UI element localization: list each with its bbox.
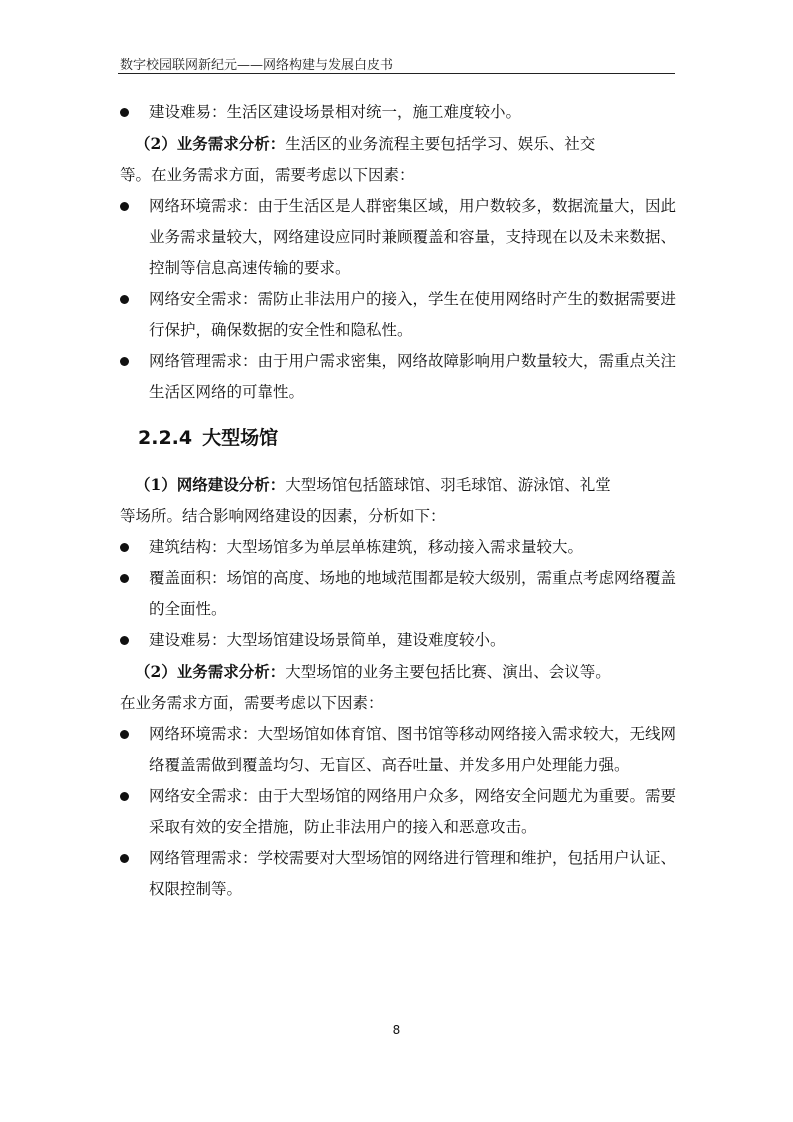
list-item-text: 网络管理需求：学校需要对大型场馆的网络进行管理和维护，包括用户认证、权限控制等。 bbox=[149, 849, 677, 898]
bullet-icon bbox=[120, 792, 129, 801]
header-divider bbox=[118, 73, 675, 74]
paragraph-continuation: 在业务需求方面，需要考虑以下因素： bbox=[120, 694, 384, 712]
section-number: 2.2.4 bbox=[138, 427, 193, 449]
list-item bbox=[120, 625, 676, 656]
list-item-text: 网络安全需求：由于大型场馆的网络用户众多，网络安全问题尤为重要。需要采取有效的安全措施，防止非法用户的接入和恶意攻击。 bbox=[149, 787, 677, 836]
list-item bbox=[120, 532, 676, 563]
list-item-text: 网络环境需求：大型场馆如体育馆、图书馆等移动网络接入需求较大，无线网络覆盖需做到覆盖均匀、无盲区、高吞吐量、并发多用户处理能力强。 bbox=[149, 725, 677, 774]
paragraph bbox=[120, 128, 676, 160]
paragraph-text: 大型场馆的业务主要包括比赛、演出、会议等。 bbox=[285, 663, 611, 681]
list-item bbox=[120, 781, 676, 843]
list-item bbox=[120, 97, 676, 128]
paragraph-text: 生活区的业务流程主要包括学习、娱乐、社交 bbox=[285, 135, 596, 153]
list-item-text: 建设难易：生活区建设场景相对统一，施工难度较小。 bbox=[149, 103, 522, 121]
list-item-text: 网络安全需求：需防止非法用户的接入，学生在使用网络时产生的数据需要进行保护，确保数据的安全性和隐私性。 bbox=[149, 290, 677, 339]
running-header: 数字校园联网新纪元——网络构建与发展白皮书 bbox=[120, 58, 394, 73]
list-item bbox=[120, 843, 676, 905]
bullet-icon bbox=[120, 357, 129, 366]
paragraph-lead: （2）业务需求分析： bbox=[135, 134, 286, 153]
list-item-text: 网络管理需求：由于用户需求密集，网络故障影响用户数量较大，需重点关注生活区网络的可靠性。 bbox=[149, 352, 677, 401]
paragraph-text: 大型场馆包括篮球馆、羽毛球馆、游泳馆、礼堂 bbox=[285, 476, 611, 494]
list-item-text: 覆盖面积：场馆的高度、场地的地域范围都是较大级别，需重点考虑网络覆盖的全面性。 bbox=[149, 569, 677, 618]
paragraph-continuation: 等。在业务需求方面，需要考虑以下因素： bbox=[120, 166, 415, 184]
bullet-icon bbox=[120, 730, 129, 739]
list-item bbox=[120, 284, 676, 346]
bullet-icon bbox=[120, 574, 129, 583]
list-item bbox=[120, 719, 676, 781]
page-body bbox=[120, 97, 676, 905]
paragraph bbox=[120, 656, 676, 688]
bullet-icon bbox=[120, 854, 129, 863]
paragraph bbox=[120, 469, 676, 501]
paragraph-lead: （2）业务需求分析： bbox=[135, 662, 286, 681]
list-item-text: 网络环境需求：由于生活区是人群密集区域，用户数较多，数据流量大，因此业务需求量较大，网络建设应同时兼顾覆盖和容量，支持现在以及未来数据、控制等信息高速传输的要求。 bbox=[149, 197, 677, 277]
bullet-icon bbox=[120, 202, 129, 211]
section-title: 大型场馆 bbox=[202, 427, 279, 449]
bullet-icon bbox=[120, 295, 129, 304]
paragraph-lead: （1）网络建设分析： bbox=[135, 475, 286, 494]
list-item bbox=[120, 346, 676, 408]
list-item-text: 建筑结构：大型场馆多为单层单栋建筑，移动接入需求量较大。 bbox=[149, 538, 584, 556]
bullet-icon bbox=[120, 543, 129, 552]
bullet-icon bbox=[120, 636, 129, 645]
paragraph-continuation: 等场所。结合影响网络建设的因素，分析如下： bbox=[120, 507, 446, 525]
page-number: 8 bbox=[392, 1023, 401, 1037]
list-item bbox=[120, 563, 676, 625]
list-item bbox=[120, 191, 676, 284]
list-item-text: 建设难易：大型场馆建设场景简单，建设难度较小。 bbox=[149, 631, 506, 649]
bullet-icon bbox=[120, 108, 129, 117]
section-heading bbox=[138, 423, 676, 454]
